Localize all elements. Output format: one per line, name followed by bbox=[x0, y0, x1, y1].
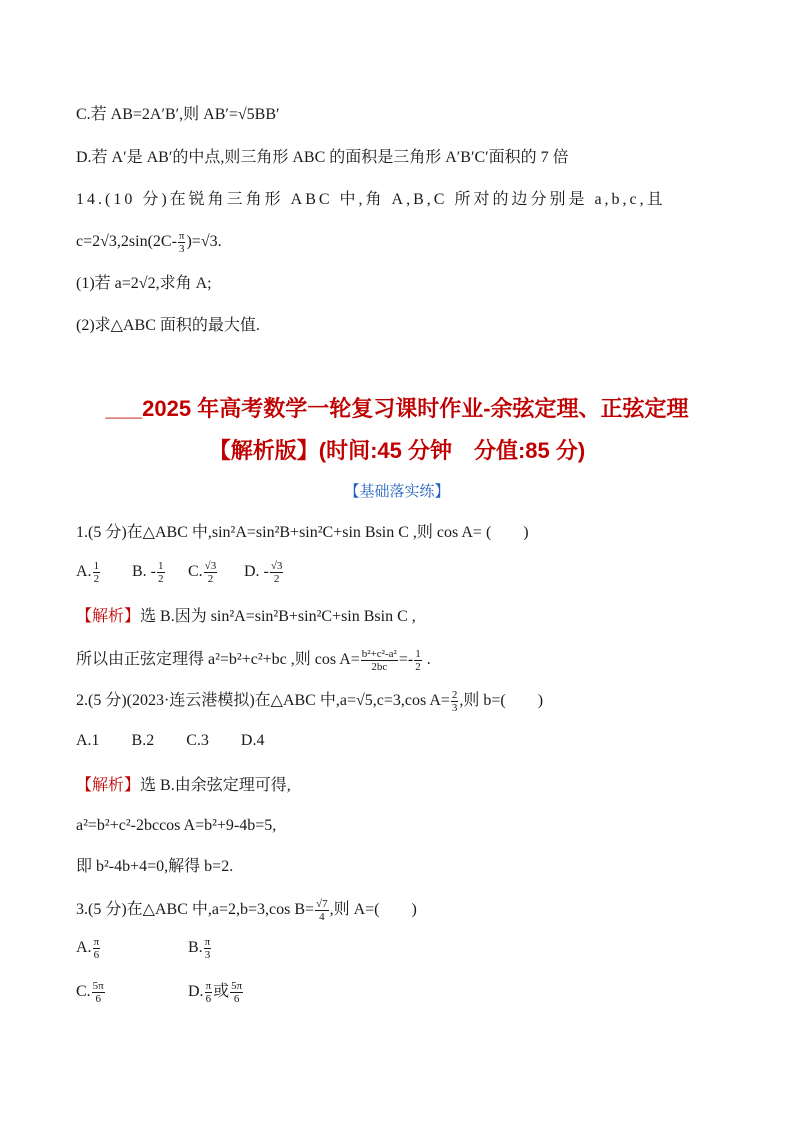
q14-part1: (1)若 a=2√2,求角 A; bbox=[76, 275, 212, 292]
section-heading: 【基础落实练】 bbox=[344, 483, 450, 500]
doc-title-line2: 【解析版】(时间:45 分钟 分值:85 分) bbox=[208, 438, 586, 463]
q2-analysis-line2: a²=b²+c²-2bccos A=b²+9-4b=5, bbox=[76, 817, 277, 834]
analysis-tag: 【解析】 bbox=[76, 608, 141, 625]
q2-analysis: 【解析】选 B.由余弦定理可得, bbox=[76, 777, 291, 794]
analysis-tag: 【解析】 bbox=[76, 777, 141, 794]
q1-analysis-line2: 所以由正弦定理得 a²=b²+c²+bc ,则 cos A= $\frac{\text{b²+c²-a²}}{2bc}$ =- $\frac{1}{2}$ . bbox=[76, 648, 431, 673]
q14-part2: (2)求△ABC 面积的最大值. bbox=[76, 317, 260, 334]
doc-title-line1: ___2025 年高考数学一轮复习课时作业-余弦定理、正弦定理 bbox=[105, 396, 689, 421]
fraction: $\frac{\pi}{3}$ bbox=[178, 230, 185, 255]
q14-condition: c=2√3,2sin(2C- $\frac{\pi}{3}$ )=√3. bbox=[76, 230, 222, 255]
q3-options-row2: C. $\frac{5\pi}{6}$ D. $\frac{\pi}{6}$ 或 $\frac{5\pi}{6}$ bbox=[76, 980, 243, 1005]
q3-options-row1: A. $\frac{\pi}{6}$ B. $\frac{\pi}{3}$ bbox=[76, 936, 211, 961]
q1-options: A. $\frac{1}{2}$ B. - $\frac{1}{2}$ C. $\frac{√3}{2}$ D. - $\frac{√3}{2}$ bbox=[76, 560, 283, 585]
q2-options: A.1 B.2 C.3 D.4 bbox=[76, 732, 265, 749]
prev-option-c: C.若 AB=2A′B′,则 AB′=√5BB′ bbox=[76, 106, 280, 123]
q3-stem: 3.(5 分)在△ABC 中,a=2,b=3,cos B= $\frac{√7}{4}$ ,则 A=( ) bbox=[76, 898, 417, 923]
q1-stem: 1.(5 分)在△ABC 中,sin²A=sin²B+sin²C+sin Bsin C ,则 cos A= ( ) bbox=[76, 524, 529, 541]
q1-analysis: 【解析】选 B.因为 sin²A=sin²B+sin²C+sin Bsin C , bbox=[76, 608, 416, 625]
prev-option-d: D.若 A′是 AB′的中点,则三角形 ABC 的面积是三角形 A′B′C′面积的 7 倍 bbox=[76, 149, 569, 166]
q14-stem: 14.(10 分)在锐角三角形 ABC 中,角 A,B,C 所对的边分别是 a,b,c,且 bbox=[76, 191, 666, 208]
q2-stem: 2.(5 分)(2023·连云港模拟)在△ABC 中,a=√5,c=3,cos A= $\frac{2}{3}$ ,则 b=( ) bbox=[76, 689, 544, 714]
q2-analysis-line3: 即 b²-4b+4=0,解得 b=2. bbox=[76, 858, 234, 875]
